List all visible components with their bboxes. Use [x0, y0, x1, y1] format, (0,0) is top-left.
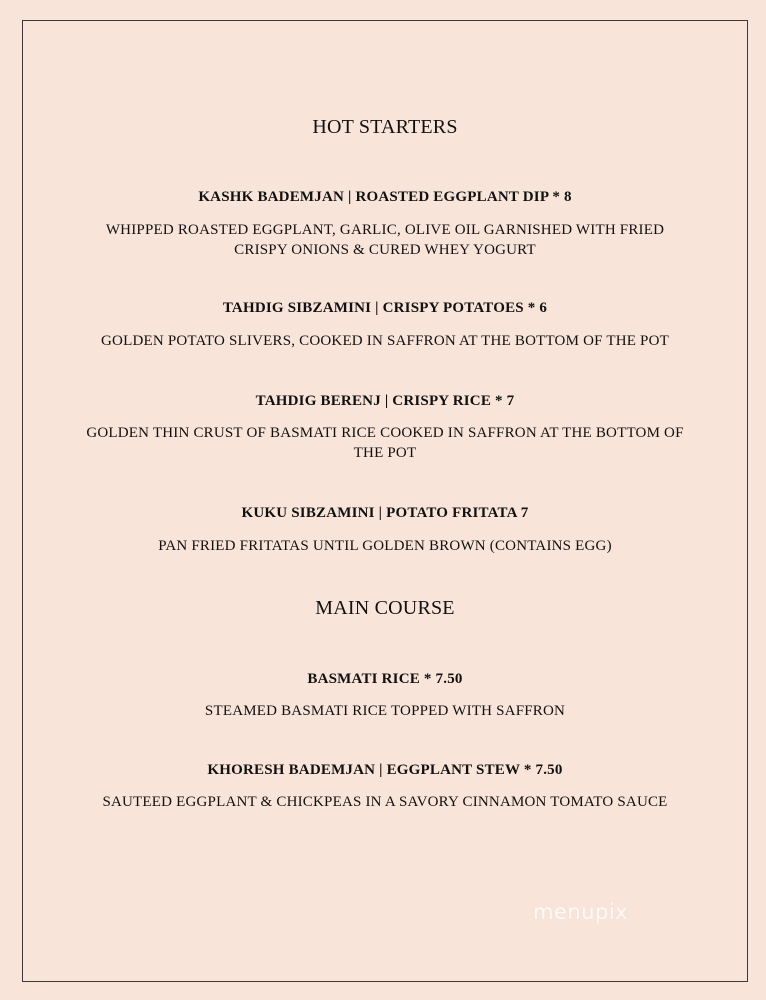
menu-item-description-basmati-rice — [22, 701, 748, 721]
description-text: GOLDEN THIN CRUST OF BASMATI RICE COOKED IN SAFFRON AT THE BOTTOM OF THE POT — [86, 425, 684, 461]
menu-item-description-kuku-sibzamini — [22, 536, 748, 556]
menu-item-description-kashk-bademjan — [22, 220, 748, 260]
description-text: STEAMED BASMATI RICE TOPPED WITH SAFFRON — [204, 703, 566, 719]
menu-item-title-kuku-sibzamini: KUKU SIBZAMINI | POTATO FRITATA 7 — [241, 505, 529, 521]
description-text: SAUTEED EGGPLANT & CHICKPEAS IN A SAVORY CINNAMON TOMATO SAUCE — [102, 794, 668, 810]
menu-item-title-basmati-rice: BASMATI RICE * 7.50 — [307, 671, 463, 687]
menu-item-title-tahdig-sibzamini: TAHDIG SIBZAMINI | CRISPY POTATOES * 6 — [222, 300, 548, 316]
menu-item-description-khoresh-bademjan — [22, 792, 748, 812]
menupix-watermark: menupix — [533, 900, 629, 924]
description-text: WHIPPED ROASTED EGGPLANT, GARLIC, OLIVE OIL GARNISHED WITH FRIED CRISPY ONIONS & CURED WHEY YOGURT — [105, 222, 665, 258]
menu-item-description-tahdig-sibzamini — [22, 331, 748, 351]
menu-item-title-khoresh-bademjan: KHORESH BADEMJAN | EGGPLANT STEW * 7.50 — [207, 762, 563, 778]
description-text: GOLDEN POTATO SLIVERS, COOKED IN SAFFRON AT THE BOTTOM OF THE POT — [101, 333, 669, 349]
section-title-main-course: MAIN COURSE — [315, 597, 455, 619]
menu-border-frame — [22, 20, 748, 982]
menu-item-description-tahdig-berenj — [22, 423, 748, 463]
section-title-hot-starters: HOT STARTERS — [312, 116, 458, 138]
description-text: PAN FRIED FRITATAS UNTIL GOLDEN BROWN (CONTAINS EGG) — [158, 538, 612, 554]
menu-item-title-kashk-bademjan: KASHK BADEMJAN | ROASTED EGGPLANT DIP * 8 — [198, 189, 572, 205]
menu-item-title-tahdig-berenj: TAHDIG BERENJ | CRISPY RICE * 7 — [255, 393, 515, 409]
